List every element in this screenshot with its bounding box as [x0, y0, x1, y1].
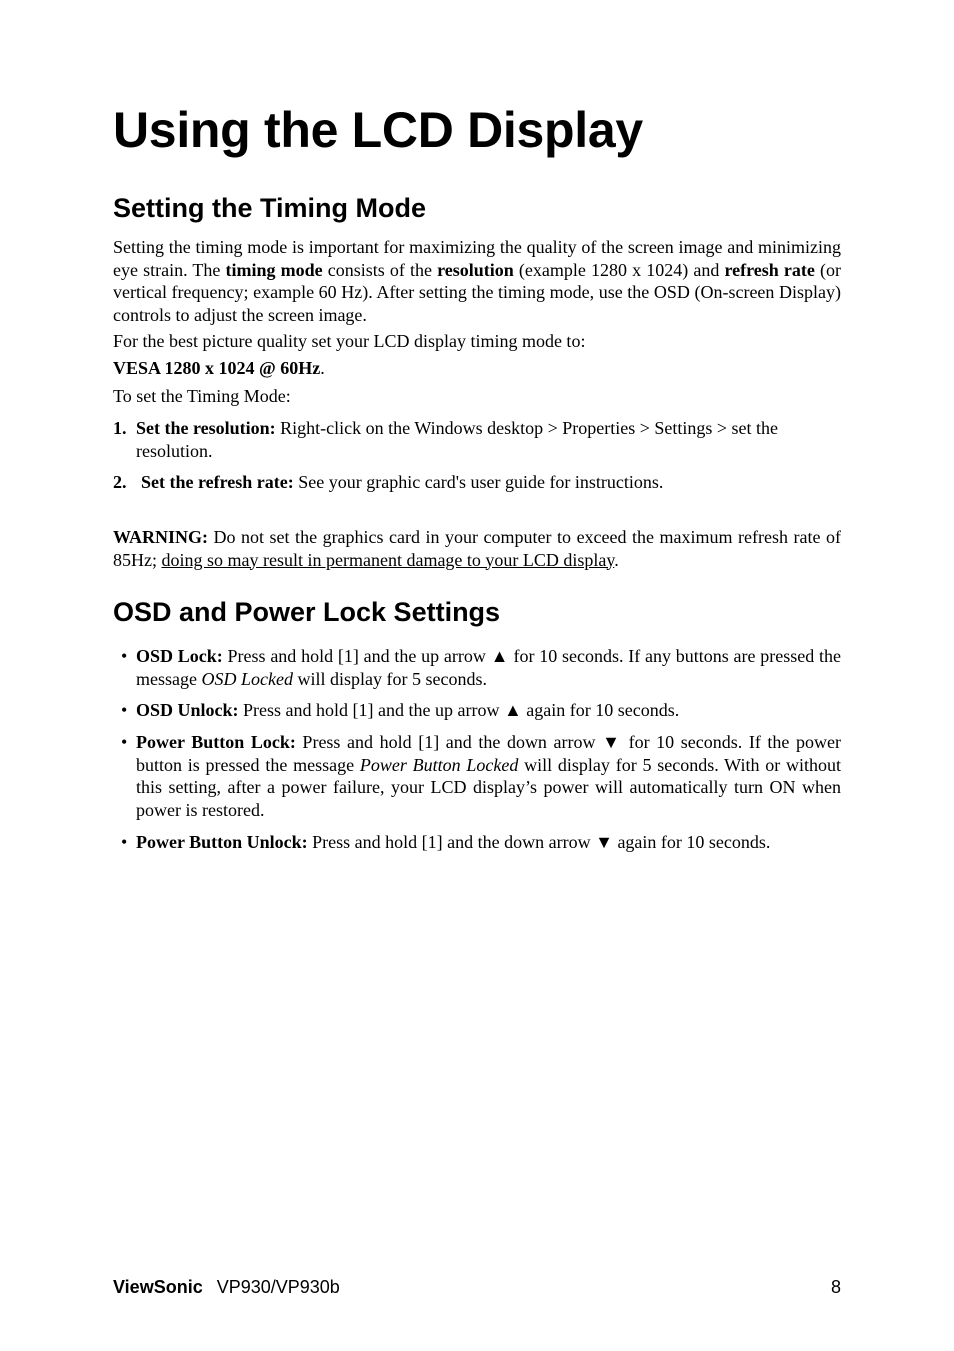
- item-label: Power Button Lock:: [136, 732, 296, 752]
- up-arrow-icon: ▲: [490, 646, 509, 666]
- page-title: Using the LCD Display: [113, 102, 643, 158]
- power-button-locked-message: Power Button Locked: [359, 754, 519, 775]
- item-label: OSD Unlock:: [136, 700, 239, 720]
- down-arrow-icon: ▼: [602, 732, 622, 752]
- warning-underlined-text: doing so may result in permanent damage to your LCD display: [161, 549, 615, 570]
- osd-locked-message: OSD Locked: [201, 668, 293, 689]
- bullet: •: [121, 646, 128, 666]
- up-arrow-icon: ▲: [503, 700, 522, 720]
- best-quality-paragraph: For the best picture quality set your LCD display timing mode to:: [113, 331, 586, 351]
- item-label: OSD Lock:: [136, 646, 223, 666]
- footer-brand: ViewSonic: [113, 1277, 203, 1297]
- osd-unlock-item: • OSD Unlock: Press and hold [1] and the up arrow ▲ again for 10 seconds.: [121, 700, 680, 720]
- item-label: Power Button Unlock:: [136, 832, 308, 852]
- bullet: •: [121, 832, 128, 852]
- warning-label: WARNING:: [113, 527, 209, 547]
- step-set-resolution: 1. Set the resolution: Right-click on the Windows desktop > Properties > Settings > set the resolution.: [113, 418, 779, 461]
- power-button-unlock-item: • Power Button Unlock: Press and hold [1] and the down arrow ▼ again for 10 seconds.: [121, 832, 771, 852]
- step-number: 1.: [113, 418, 127, 438]
- down-arrow-icon: ▼: [595, 832, 613, 852]
- step-label: Set the resolution:: [136, 418, 276, 438]
- step-label: Set the refresh rate:: [141, 472, 294, 492]
- vesa-mode-line: VESA 1280 x 1024 @ 60Hz.: [113, 358, 325, 378]
- footer-model: VP930/VP930b: [216, 1277, 340, 1297]
- resolution-term: resolution: [437, 259, 514, 280]
- warning-paragraph: WARNING: Do not set the graphics card in your computer to exceed the maximum refresh rate of 85Hz; doing so may result in permanent damage to your LCD display.: [113, 527, 841, 570]
- step-number: 2.: [113, 472, 127, 492]
- timing-section-heading: Setting the Timing Mode: [113, 193, 426, 223]
- step-set-refresh-rate: 2. Set the refresh rate: See your graphic card's user guide for instructions.: [113, 472, 664, 492]
- page-number: 8: [830, 1277, 841, 1297]
- refresh-rate-term: refresh rate: [724, 259, 815, 280]
- osd-section-heading: OSD and Power Lock Settings: [113, 597, 501, 627]
- page-footer: [113, 1276, 841, 1298]
- timing-intro-paragraph: Setting the timing mode is important for maximizing the quality of the screen image and minimizing eye strain. The timing mode consists of the resolution (example 1280 x 1024) and refresh rate (or vertical frequency; example 60 Hz). After setting the timing mode, use the OSD (On-screen Display) controls to adjust the screen image.: [113, 237, 841, 325]
- power-button-lock-item: • Power Button Lock: Press and hold [1] and the down arrow ▼ for 10 seconds. If the power button is pressed the message Power Button Locked will display for 5 seconds. With or without this setting, after a power failure, your LCD display’s power will automatically turn ON when power is restored.: [121, 732, 841, 820]
- timing-mode-term: timing mode: [225, 259, 323, 280]
- set-timing-intro: To set the Timing Mode:: [113, 386, 291, 406]
- bullet: •: [121, 732, 128, 752]
- osd-lock-item: • OSD Lock: Press and hold [1] and the up arrow ▲ for 10 seconds. If any buttons are pressed the message OSD Locked will display for 5 seconds.: [121, 646, 841, 689]
- bullet: •: [121, 700, 128, 720]
